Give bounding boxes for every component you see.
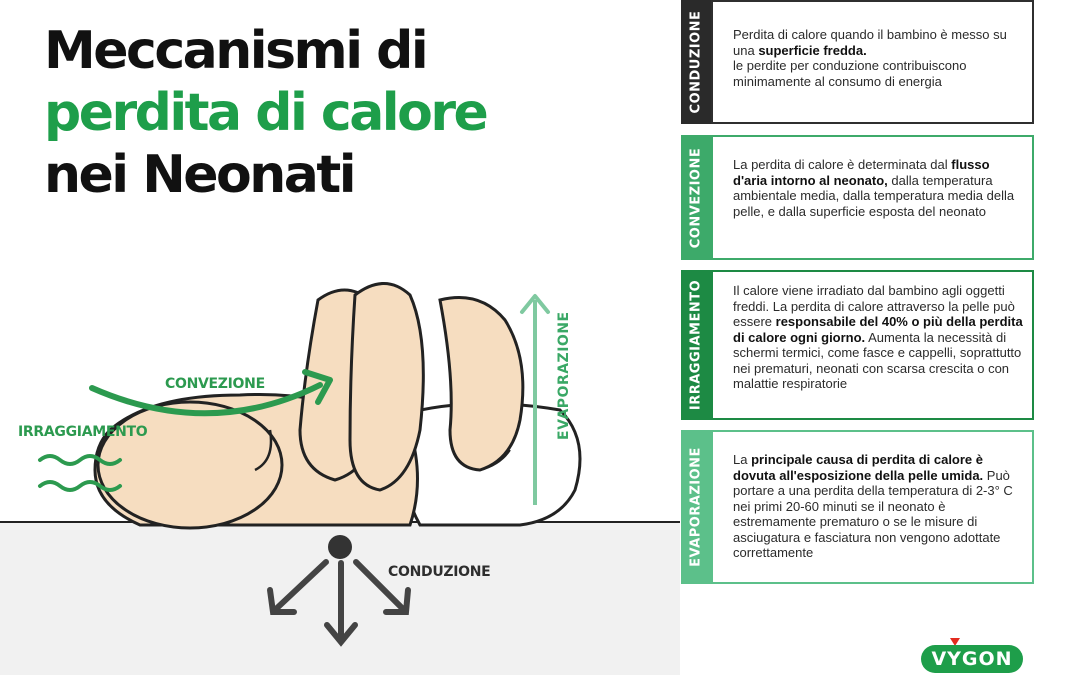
card-irraggiamento xyxy=(681,270,1034,420)
vygon-logo: VYGON xyxy=(921,645,1023,673)
card-side-label: CONDUZIONE xyxy=(681,0,711,124)
card-text: Perdita di calore quando il bambino è messo su una superficie fredda. le perdite per conduzione contribuiscono minimamente al consumo di energia xyxy=(733,27,1007,89)
card-side-label: EVAPORAZIONE xyxy=(681,430,711,584)
title-line-1: Meccanismi di xyxy=(44,21,427,81)
card-convezione xyxy=(681,135,1034,260)
conduction-point xyxy=(328,535,352,559)
newborn-illustration xyxy=(0,250,680,675)
card-side-label: IRRAGGIAMENTO xyxy=(681,270,711,420)
page-title xyxy=(44,20,486,206)
card-text: Il calore viene irradiato dal bambino agli oggetti freddi. La perdita di calore attraverso la pelle può essere responsabile del 40% o più della perdita di calore ogni giorno. Aumenta la necessità di schermi termici, come fasce e cappelli, soprattutto nei prematuri, neonati con scarsa crescita o con malattie respiratorie xyxy=(733,283,1023,391)
card-text: La principale causa di perdita di calore è dovuta all'esposizione della pelle umida. Può portare a una perdita della temperatura di 2-3° C nei primi 20-60 minuti se il neonato è estremamente prematuro o se le misure di asciugatura e fasciatura non vengono adottate correttamente xyxy=(733,452,1013,560)
label-convezione: CONVEZIONE xyxy=(165,376,265,392)
label-irraggiamento: IRRAGGIAMENTO xyxy=(18,424,148,440)
baby-arm xyxy=(440,298,523,471)
title-line-2: perdita di calore xyxy=(44,83,487,143)
label-evaporazione: EVAPORAZIONE xyxy=(556,311,572,440)
baby-leg-right xyxy=(350,284,423,491)
title-line-3: nei Neonati xyxy=(44,145,355,205)
card-side-label: CONVEZIONE xyxy=(681,135,711,260)
baby-head xyxy=(98,402,282,528)
card-conduzione xyxy=(681,0,1034,124)
card-evaporazione xyxy=(681,430,1034,584)
card-text: La perdita di calore è determinata dal flusso d'aria intorno al neonato, dalla temperatura ambientale media, dalla temperatura media della pelle, e dalla superficie esposta del neonato xyxy=(733,157,1015,219)
label-conduzione: CONDUZIONE xyxy=(388,564,491,580)
